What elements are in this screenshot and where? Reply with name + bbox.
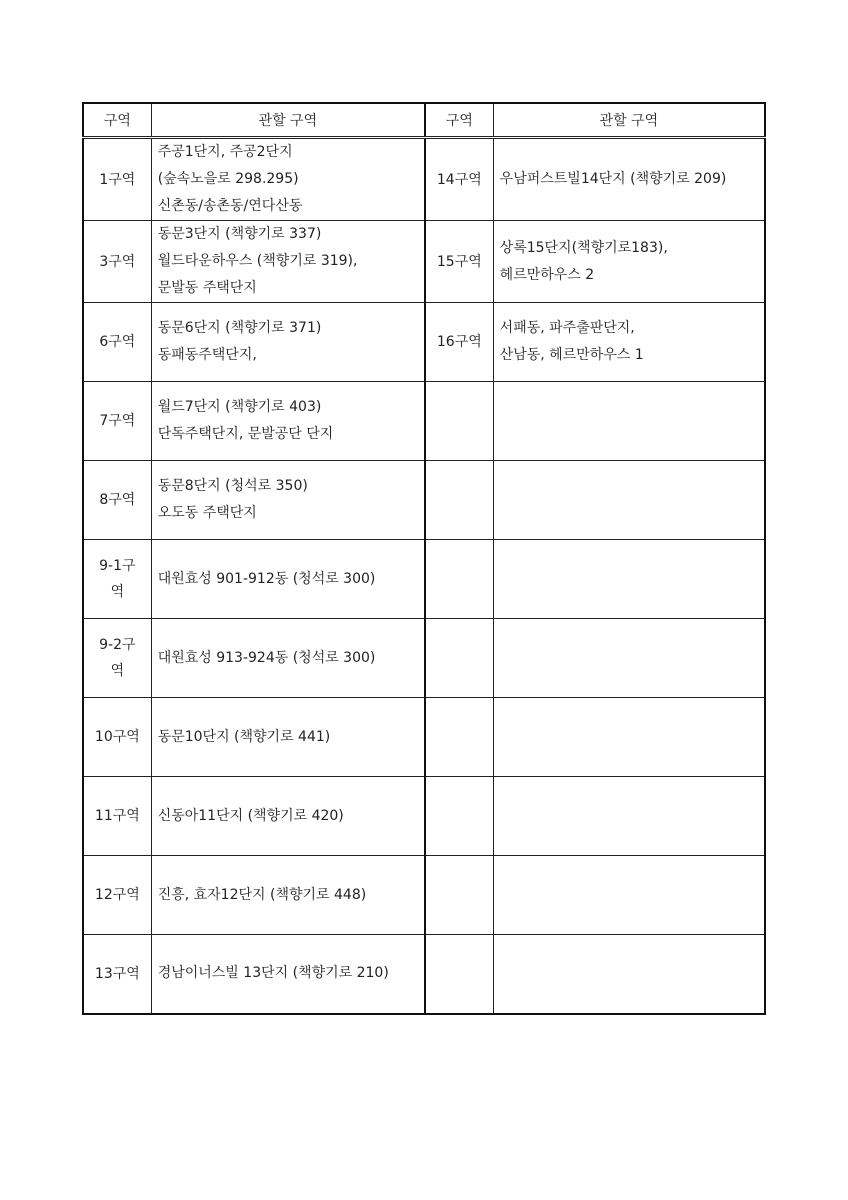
- zone-cell: 13구역: [83, 935, 151, 1014]
- area-line: 동문8단지 (청석로 350): [157, 478, 308, 494]
- table-row: [83, 303, 765, 382]
- area-cell-empty: [493, 382, 765, 461]
- area-line: 산남동, 헤르만하우스 1: [499, 347, 644, 363]
- area-cell: [493, 303, 765, 382]
- area-line: 신촌동/송촌동/연다산동: [157, 198, 303, 214]
- zone-cell: 6구역: [83, 303, 151, 382]
- area-cell: [151, 777, 425, 856]
- area-line: 진흥, 효자12단지 (책향기로 448): [157, 886, 367, 903]
- table-row: [83, 382, 765, 461]
- zone-line: 역: [110, 663, 125, 679]
- zone-cell: 16구역: [425, 303, 493, 382]
- area-cell: [151, 856, 425, 935]
- zone-cell-empty: [425, 698, 493, 777]
- area-line: 오도동 주택단지: [157, 505, 257, 521]
- area-line: 주공1단지, 주공2단지: [157, 144, 293, 160]
- zone-cell-empty: [425, 382, 493, 461]
- area-line: 단독주택단지, 문발공단 단지: [157, 426, 334, 442]
- area-line: 동문3단지 (책향기로 337): [157, 226, 322, 242]
- area-cell-empty: [493, 461, 765, 540]
- zone-cell-empty: [425, 777, 493, 856]
- header-zone-right: 구역: [425, 103, 493, 138]
- area-line: 대원효성 901-912동 (청석로 300): [157, 570, 376, 587]
- zone-cell: 1구역: [83, 138, 151, 221]
- zone-line: 역: [110, 584, 125, 600]
- area-cell: [151, 619, 425, 698]
- area-cell: [493, 138, 765, 221]
- area-line: 상록15단지(책향기로183),: [499, 239, 668, 256]
- area-cell: [151, 382, 425, 461]
- area-line: (숲속노을로 298.295): [157, 171, 299, 187]
- area-line: 대원효성 913-924동 (청석로 300): [157, 649, 376, 666]
- area-cell: [151, 935, 425, 1014]
- table-row: [83, 698, 765, 777]
- area-line: 경남이너스빌 13단지 (책향기로 210): [157, 965, 389, 982]
- zone-cell: 8구역: [83, 461, 151, 540]
- header-area-left: 관할 구역: [151, 103, 425, 138]
- table-row: [83, 856, 765, 935]
- table-row: [83, 221, 765, 303]
- area-line: 서패동, 파주출판단지,: [499, 320, 635, 336]
- area-cell: [151, 461, 425, 540]
- table-header-row: [83, 103, 765, 138]
- table-row: [83, 540, 765, 619]
- area-cell-empty: [493, 935, 765, 1014]
- zone-cell-empty: [425, 461, 493, 540]
- area-line: 동문10단지 (책향기로 441): [157, 728, 331, 745]
- area-line: 헤르만하우스 2: [499, 266, 595, 283]
- area-cell-empty: [493, 856, 765, 935]
- area-line: 월드7단지 (책향기로 403): [157, 399, 322, 415]
- area-line: 문발동 주택단지: [157, 280, 257, 296]
- zone-line: 9-2구: [99, 637, 136, 653]
- area-cell: [151, 540, 425, 619]
- area-line: 우남퍼스트빌14단지 (책향기로 209): [499, 171, 727, 187]
- area-line: 동문6단지 (책향기로 371): [157, 320, 322, 336]
- area-line: 신동아11단지 (책향기로 420): [157, 807, 344, 824]
- zone-table: [82, 102, 766, 1015]
- area-cell-empty: [493, 540, 765, 619]
- zone-cell: 7구역: [83, 382, 151, 461]
- area-cell-empty: [493, 698, 765, 777]
- zone-cell: [83, 619, 151, 698]
- table-row: [83, 138, 765, 221]
- area-cell: [151, 698, 425, 777]
- zone-line: 9-1구: [99, 558, 136, 574]
- zone-cell: 3구역: [83, 221, 151, 303]
- area-cell: [151, 138, 425, 221]
- zone-cell-empty: [425, 856, 493, 935]
- area-cell: [151, 221, 425, 303]
- zone-cell: 14구역: [425, 138, 493, 221]
- zone-cell: [83, 540, 151, 619]
- area-cell: [151, 303, 425, 382]
- header-area-right: 관할 구역: [493, 103, 765, 138]
- header-zone-left: 구역: [83, 103, 151, 138]
- table-row: [83, 777, 765, 856]
- zone-cell-empty: [425, 619, 493, 698]
- zone-cell: 11구역: [83, 777, 151, 856]
- zone-cell-empty: [425, 935, 493, 1014]
- table-row: [83, 461, 765, 540]
- zone-cell: 10구역: [83, 698, 151, 777]
- area-line: 월드타운하우스 (책향기로 319),: [157, 253, 358, 269]
- area-line: 동패동주택단지,: [157, 347, 257, 363]
- area-cell-empty: [493, 777, 765, 856]
- area-cell-empty: [493, 619, 765, 698]
- zone-cell: 12구역: [83, 856, 151, 935]
- zone-cell: 15구역: [425, 221, 493, 303]
- table-row: [83, 619, 765, 698]
- table-row: [83, 935, 765, 1014]
- zone-cell-empty: [425, 540, 493, 619]
- area-cell: [493, 221, 765, 303]
